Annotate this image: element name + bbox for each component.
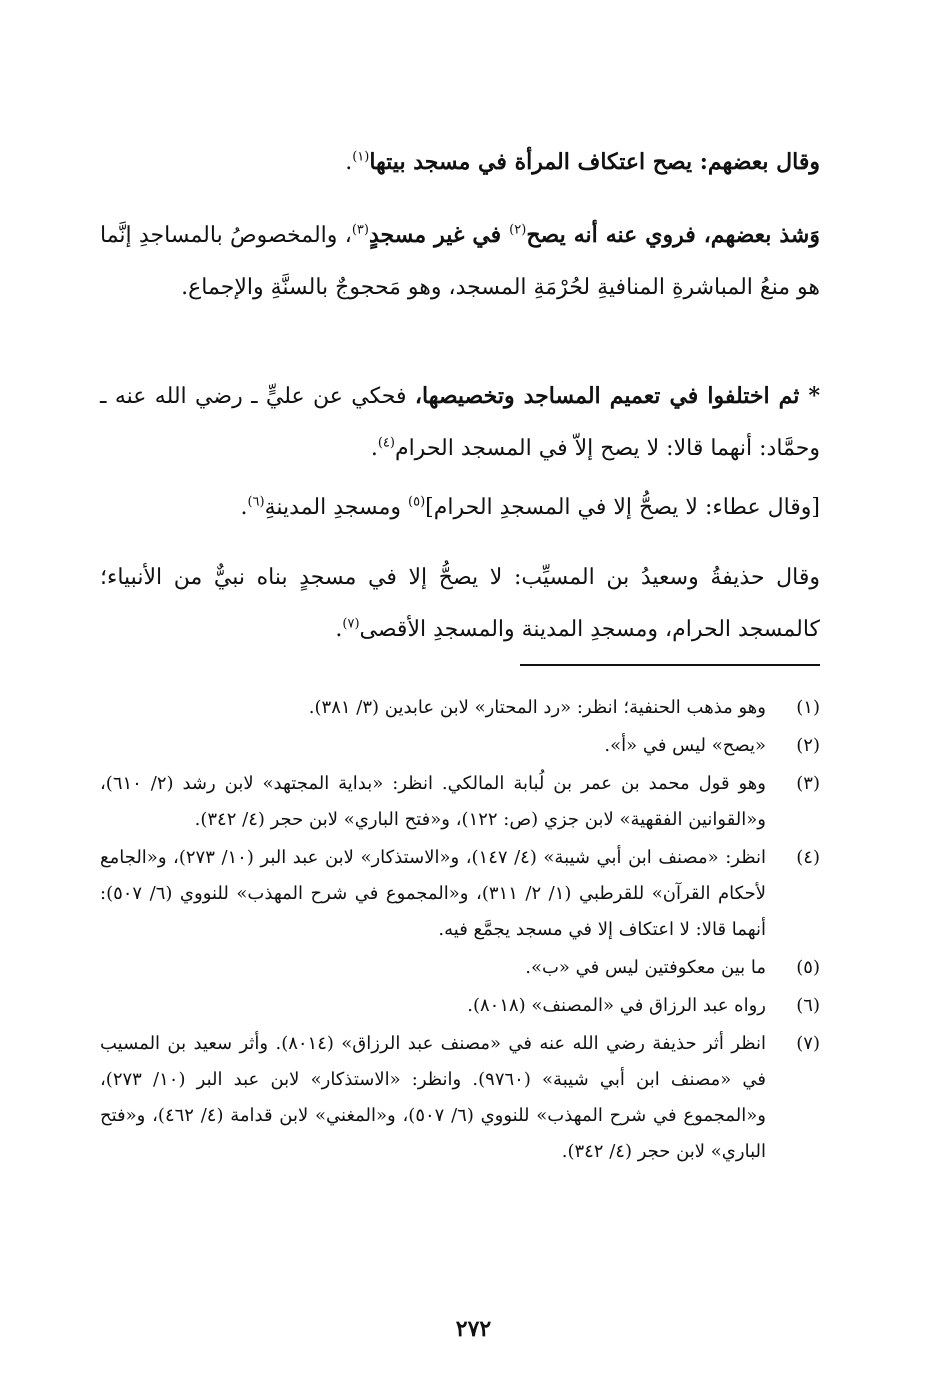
footnote-2	[100, 728, 820, 764]
footnote-ref-2[interactable]: (٢)	[509, 222, 527, 238]
footnote-3	[100, 766, 820, 838]
footnote-text: انظر أثر حذيفة رضي الله عنه في «مصنف عبد الرزاق» (٨٠١٤). وأثر سعيد بن المسيب في «مصنف ابن أبي شيبة» (٩٧٦٠). وانظر: «الاستذكار» لابن عبد البر (١٠/ ٢٧٣)، و«المجموع في شرح المهذب» للنووي (٦/ ٥٠٧)، و«المغني» لابن قدامة (٤/ ٤٦٢)، و«فتح الباري» لابن حجر (٤/ ٣٤٢).	[100, 1033, 766, 1162]
footnote-4	[100, 840, 820, 948]
footnote-ref-6[interactable]: (٦)	[247, 494, 265, 510]
footnote-text: وهو مذهب الحنفية؛ انظر: «رد المحتار» لابن عابدين (٣/ ٣٨١).	[308, 697, 766, 718]
footnote-number: (٥)	[796, 957, 820, 978]
footnote-text: ما بين معكوفتين ليس في «ب».	[525, 957, 766, 978]
footnote-divider	[520, 664, 820, 666]
paragraph-1-end: .	[345, 150, 353, 175]
paragraph-1-text: وقال بعضهم: يصح اعتكاف المرأة في مسجد بيتها	[369, 149, 820, 175]
page-number: ٢٧٢	[455, 1316, 492, 1342]
paragraph-5	[100, 552, 820, 656]
paragraph-2	[100, 209, 820, 314]
footnote-ref-4[interactable]: (٤)	[377, 435, 395, 451]
footnote-number: (١)	[796, 697, 820, 718]
paragraph-2-text-c: ، والمخصوصُ بالمساجدِ إنَّما هو منعُ المباشرةِ المنافيةِ لحُرْمَةِ المسجد، وهو مَحجوجٌ بالسنَّةِ والإجماع.	[100, 223, 820, 300]
footnote-6	[100, 988, 820, 1024]
paragraph-3-end: .	[370, 436, 378, 461]
footnote-number: (٧)	[796, 1033, 820, 1054]
paragraph-3	[100, 370, 820, 475]
footnote-5	[100, 950, 820, 986]
footnote-number: (٦)	[796, 995, 820, 1016]
footnote-number: (٤)	[796, 847, 820, 868]
footnote-7	[100, 1026, 820, 1170]
footnotes-list	[100, 690, 820, 1172]
paragraph-4-text-a: [وقال عطاء: لا يصحُّ إلا في المسجدِ الحرام]	[425, 495, 820, 520]
paragraph-4-text-b: ومسجدِ المدينةِ	[264, 495, 409, 520]
footnote-text: وهو قول محمد بن عمر بن لُبابة المالكي. انظر: «بداية المجتهد» لابن رشد (٢/ ٦١٠)، و«القوانين الفقهية» لابن جزي (ص: ١٢٢)، و«فتح الباري» لابن حجر (٤/ ٣٤٢).	[100, 773, 766, 830]
paragraph-4	[100, 482, 820, 534]
paragraph-5-text: وقال حذيفةُ وسعيدُ بن المسيِّب: لا يصحُّ إلا في مسجدٍ بناه نبيٌّ من الأنبياء؛ كالمسجد الحرام، ومسجدِ المدينة والمسجدِ الأقصى	[100, 565, 820, 642]
footnote-ref-7[interactable]: (٧)	[342, 616, 360, 632]
footnote-text: انظر: «مصنف ابن أبي شيبة» (٤/ ١٤٧)، و«الاستذكار» لابن عبد البر (١٠/ ٢٧٣)، و«الجامع لأحكام القرآن» للقرطبي (١/ ٢/ ٣١١)، و«المجموع في شرح المهذب» للنووي (٦/ ٥٠٧): أنهما قالا: لا اعتكاف إلا في مسجد يجمَّع فيه.	[100, 847, 766, 940]
footnote-number: (٢)	[796, 735, 820, 756]
footnote-ref-1[interactable]: (١)	[352, 149, 370, 165]
footnote-number: (٣)	[796, 773, 820, 794]
paragraph-5-end: .	[335, 617, 343, 642]
paragraph-1	[100, 136, 820, 189]
footnote-1	[100, 690, 820, 726]
footnote-text: رواه عبد الرزاق في «المصنف» (٨٠١٨).	[467, 995, 766, 1016]
page-content	[100, 0, 820, 1375]
paragraph-3-text: فحكي عن عليٍّ ـ رضي الله عنه ـ وحمَّاد: أنهما قالا: لا يصح إلاّ في المسجد الحرام	[100, 384, 820, 461]
footnote-ref-3[interactable]: (٣)	[351, 222, 369, 238]
paragraph-2-text-b: في غير مسجدٍ	[368, 222, 510, 248]
paragraph-2-text-a: وَشذ بعضهم، فروي عنه أنه يصح	[526, 222, 820, 248]
footnote-ref-5[interactable]: (٥)	[408, 494, 426, 510]
section-heading: * ثم اختلفوا في تعميم المساجد وتخصيصها،	[414, 383, 820, 409]
footnote-text: «يصح» ليس في «أ».	[604, 735, 766, 756]
paragraph-4-end: .	[240, 495, 248, 520]
